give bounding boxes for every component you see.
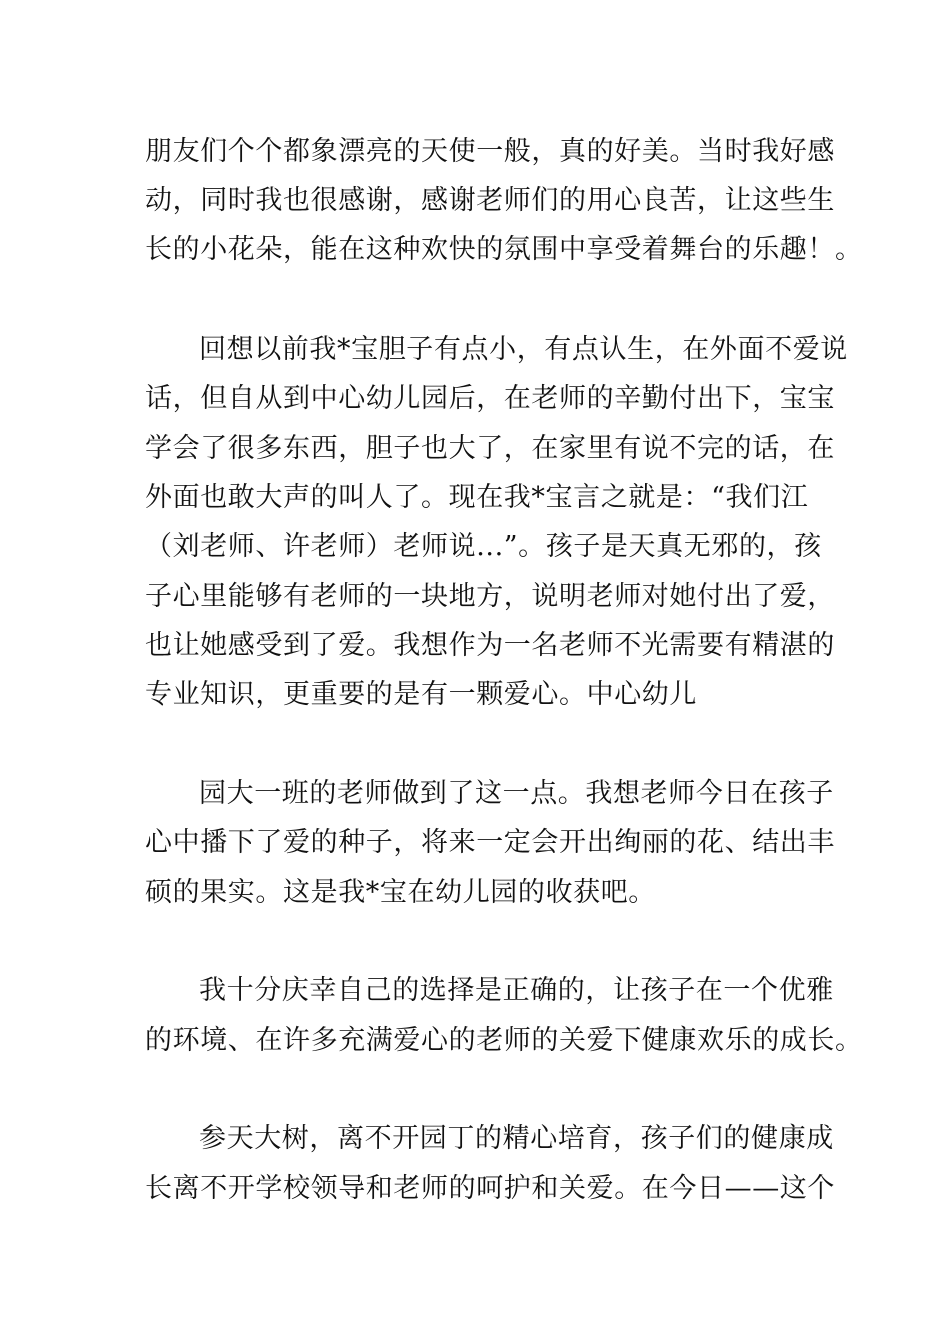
text-line: 学会了很多东西，胆子也大了，在家里有说不完的话，在: [145, 433, 835, 464]
text-line: 专业知识，更重要的是有一颗爱心。中心幼儿: [145, 679, 697, 710]
text-line: 朋友们个个都象漂亮的天使一般，真的好美。当时我好感: [145, 136, 835, 167]
text-line: 回想以前我*宝胆子有点小，有点认生，在外面不爱说: [199, 334, 848, 365]
text-line: 长的小花朵，能在这种欢快的氛围中享受着舞台的乐趣！。: [145, 234, 863, 265]
text-line: 心中播下了爱的种子，将来一定会开出绚丽的花、结出丰: [145, 827, 835, 858]
text-line: 子心里能够有老师的一块地方，说明老师对她付出了爱，: [145, 581, 835, 612]
text-line: 的环境、在许多充满爱心的老师的关爱下健康欢乐的成长。: [145, 1025, 863, 1056]
text-line: 我十分庆幸自己的选择是正确的，让孩子在一个优雅: [199, 975, 834, 1006]
text-line: 也让她感受到了爱。我想作为一名老师不光需要有精湛的: [145, 630, 835, 661]
text-line: 外面也敢大声的叫人了。现在我*宝言之就是：“我们江: [145, 482, 809, 513]
text-line: 动，同时我也很感谢，感谢老师们的用心良苦，让这些生: [145, 185, 835, 216]
text-line: （刘老师、许老师）老师说...”。孩子是天真无邪的，孩: [145, 531, 822, 562]
text-line: 参天大树，离不开园丁的精心培育，孩子们的健康成: [199, 1123, 834, 1154]
text-line: 长离不开学校领导和老师的呵护和关爱。在今日——这个: [145, 1173, 835, 1204]
text-line: 硕的果实。这是我*宝在幼儿园的收获吧。: [145, 877, 656, 908]
text-line: 园大一班的老师做到了这一点。我想老师今日在孩子: [199, 778, 834, 809]
text-line: 话，但自从到中心幼儿园后，在老师的辛勤付出下，宝宝: [145, 383, 835, 414]
